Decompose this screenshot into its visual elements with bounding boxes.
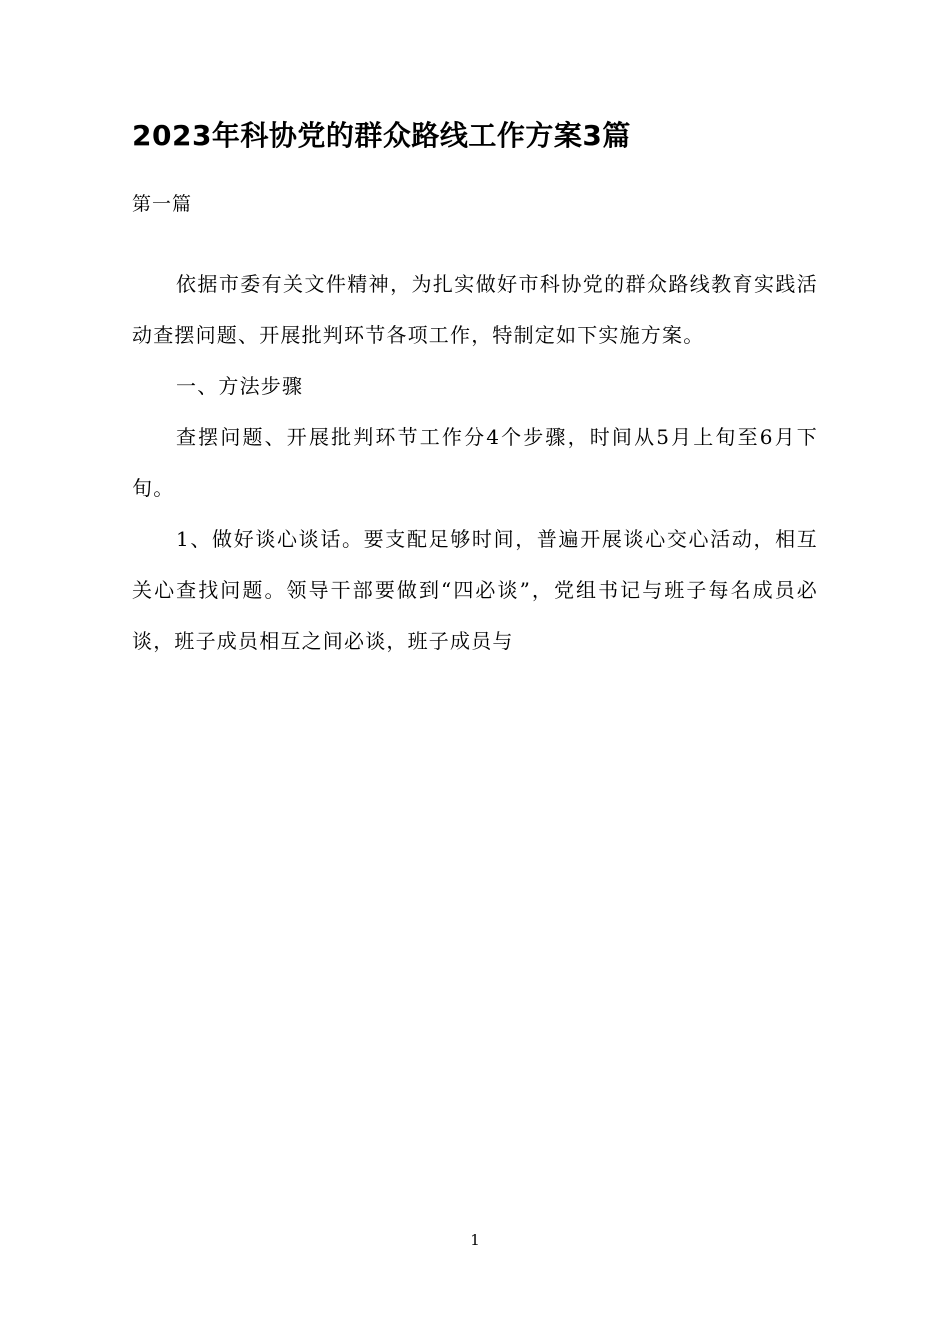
heading-method-steps: 一、方法步骤	[176, 373, 304, 398]
paragraph-step-one: 1、做好谈心谈话。要支配足够时间，普遍开展谈心交心活动，相互关心查找问题。领导干部要做到“四必谈”，党组书记与班子每名成员必谈，班子成员相互之间必谈，班子成员与	[132, 526, 818, 653]
page-number: 1	[470, 1231, 480, 1249]
section-label: 第一篇	[132, 193, 193, 216]
paragraph-steps-overview: 查摆问题、开展批判环节工作分4个步骤，时间从5月上旬至6月下旬。	[132, 424, 818, 500]
paragraph-intro: 依据市委有关文件精神，为扎实做好市科协党的群众路线教育实践活动查摆问题、开展批判环节各项工作，特制定如下实施方案。	[132, 271, 818, 347]
page-title: 2023年科协党的群众路线工作方案3篇	[132, 119, 631, 152]
